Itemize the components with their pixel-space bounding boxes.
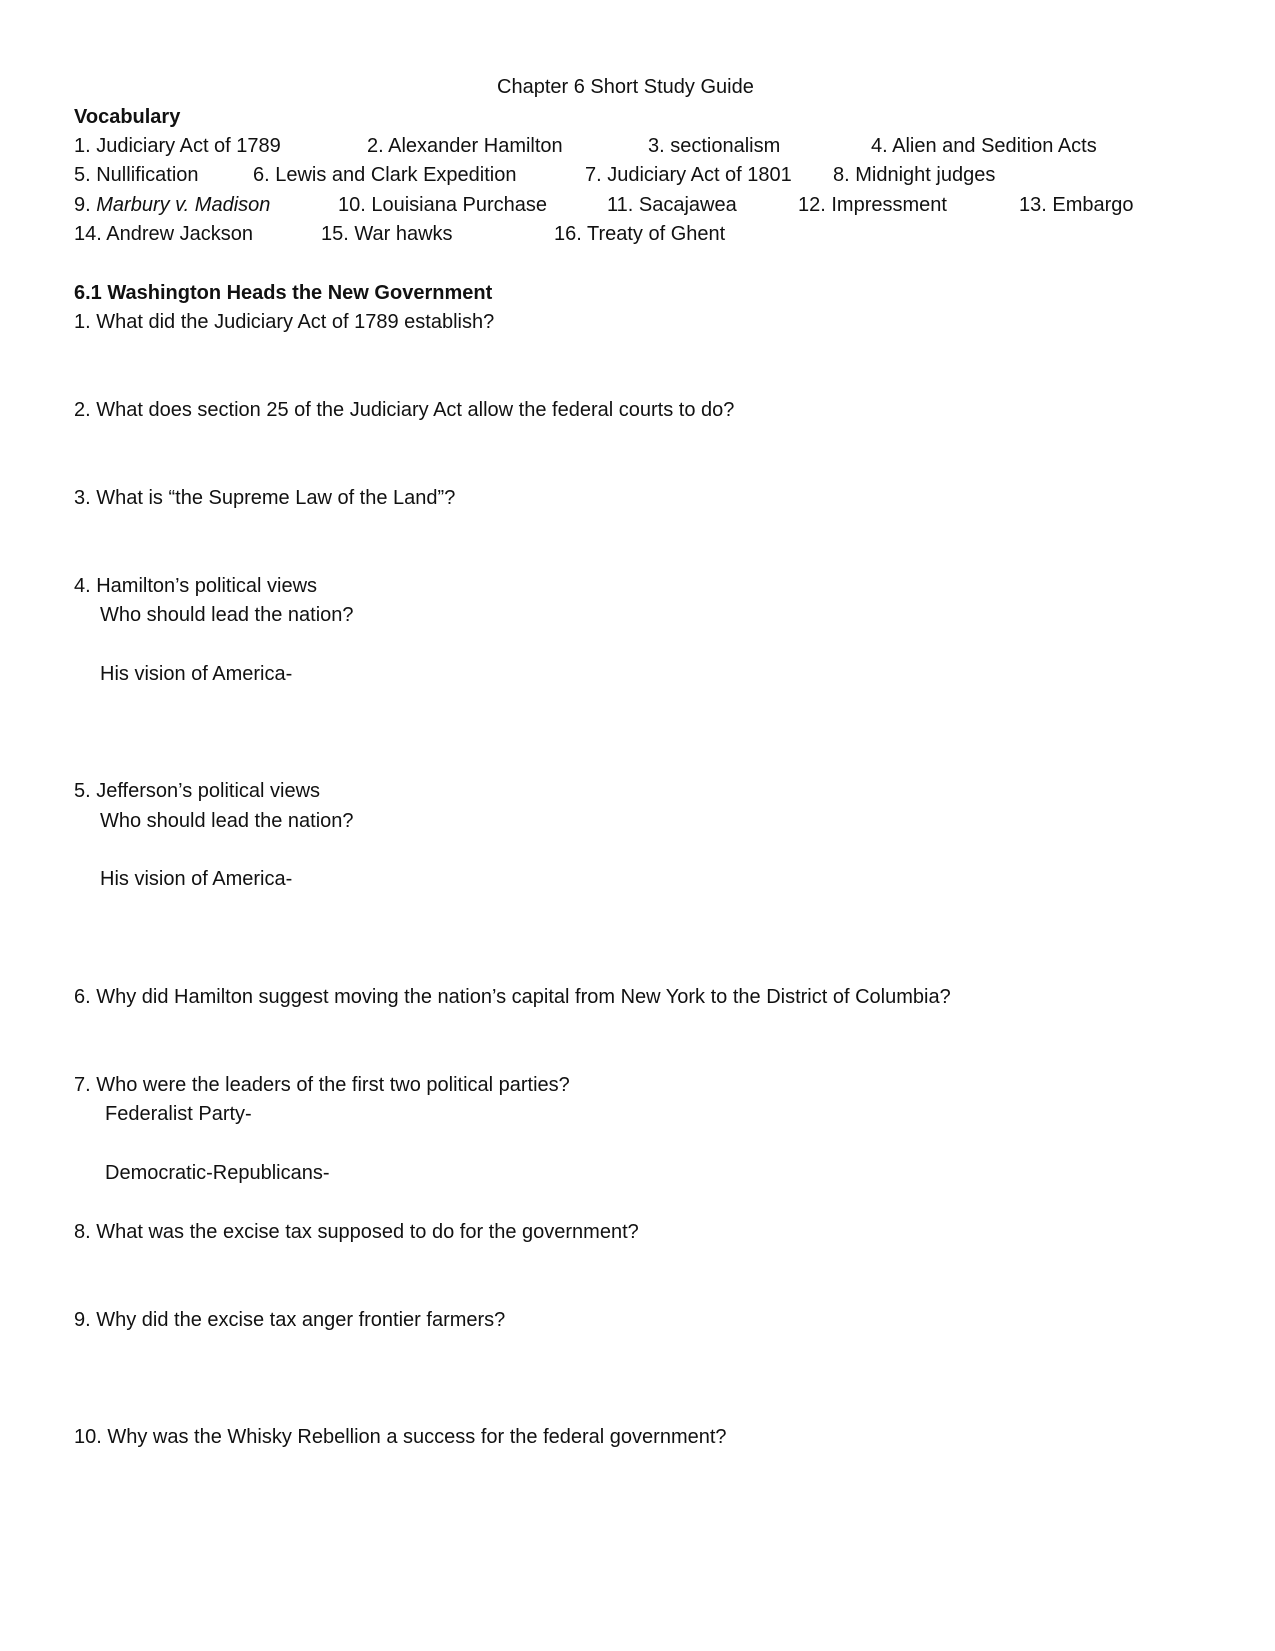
page-title: Chapter 6 Short Study Guide (497, 76, 754, 98)
vocab-term: 2. Alexander Hamilton (367, 135, 563, 157)
vocab-term: 11. Sacajawea (607, 194, 737, 216)
vocab-term-italic: Marbury v. Madison (96, 194, 271, 216)
question-1: 1. What did the Judiciary Act of 1789 establish? (74, 311, 495, 333)
vocab-term: 8. Midnight judges (833, 164, 996, 186)
vocab-term: 4. Alien and Sedition Acts (871, 135, 1097, 157)
vocab-term-number: 9. (74, 194, 97, 216)
vocab-term: 14. Andrew Jackson (74, 223, 253, 245)
question-5: 5. Jefferson’s political views (74, 780, 321, 802)
vocab-term: 12. Impressment (798, 194, 947, 216)
question-8: 8. What was the excise tax supposed to do for the government? (74, 1221, 639, 1243)
vocabulary-heading: Vocabulary (74, 106, 181, 128)
question-4: 4. Hamilton’s political views (74, 575, 318, 597)
question-9: 9. Why did the excise tax anger frontier farmers? (74, 1309, 506, 1331)
question-6: 6. Why did Hamilton suggest moving the nation’s capital from New York to the District of Columbia? (74, 986, 951, 1008)
question-2: 2. What does section 25 of the Judiciary Act allow the federal courts to do? (74, 399, 735, 421)
vocab-term: 16. Treaty of Ghent (554, 223, 726, 245)
question-5-sub: His vision of America- (100, 868, 293, 890)
question-4-sub: His vision of America- (100, 663, 293, 685)
question-5-sub: Who should lead the nation? (100, 810, 354, 832)
vocab-term: 10. Louisiana Purchase (338, 194, 548, 216)
question-7-sub: Democratic-Republicans- (105, 1162, 330, 1184)
section-heading: 6.1 Washington Heads the New Government (74, 282, 493, 304)
question-10: 10. Why was the Whisky Rebellion a success for the federal government? (74, 1426, 727, 1448)
question-3: 3. What is “the Supreme Law of the Land”? (74, 487, 456, 509)
vocab-term: 5. Nullification (74, 164, 199, 186)
vocab-term: 1. Judiciary Act of 1789 (74, 135, 281, 157)
vocab-term: 7. Judiciary Act of 1801 (585, 164, 792, 186)
vocab-term: 3. sectionalism (648, 135, 781, 157)
vocab-term: 13. Embargo (1019, 194, 1134, 216)
question-4-sub: Who should lead the nation? (100, 604, 354, 626)
question-7-sub: Federalist Party- (105, 1103, 252, 1125)
vocab-term: 6. Lewis and Clark Expedition (253, 164, 517, 186)
vocab-term (74, 193, 270, 217)
question-7: 7. Who were the leaders of the first two political parties? (74, 1074, 570, 1096)
vocab-term: 15. War hawks (321, 223, 453, 245)
